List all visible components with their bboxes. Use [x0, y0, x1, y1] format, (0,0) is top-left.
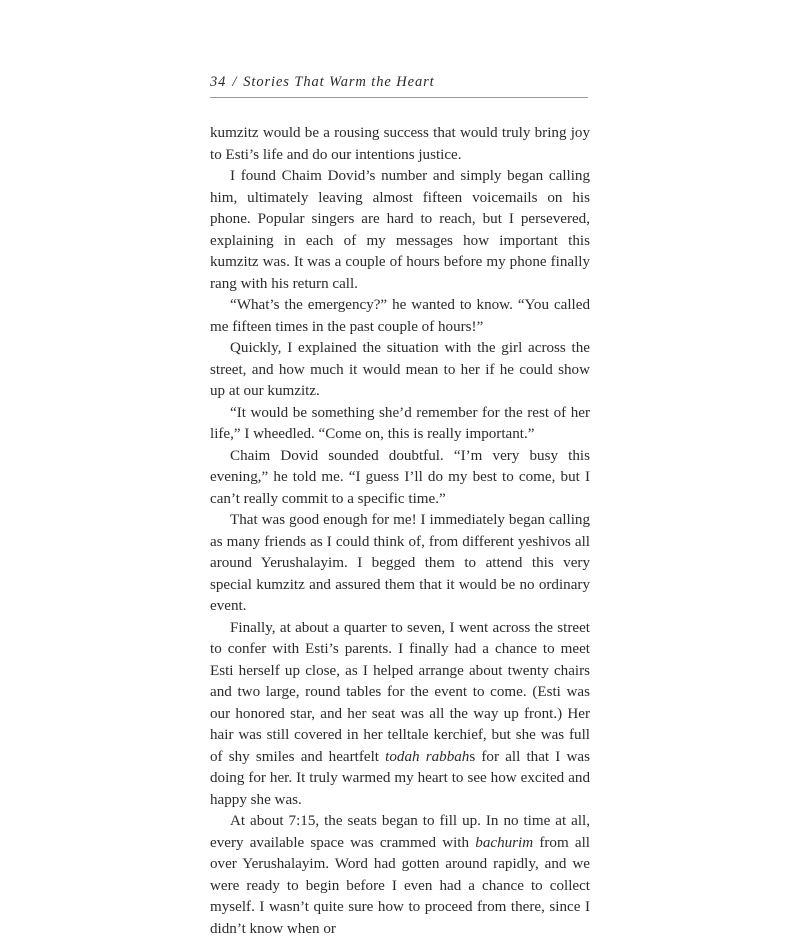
paragraph: Chaim Dovid sounded doubtful. “I’m very busy this evening,” he told me. “I guess I’ll do my best to come, but I can’t really commit to a specific time.” [210, 447, 590, 507]
body-text [210, 123, 590, 940]
header-separator: / [232, 74, 238, 90]
book-title: Stories That Warm the Heart [243, 74, 435, 90]
text-run: Finally, at about a quarter to seven, I went across the street to confer with Esti’s parents. I finally had a chance to meet Esti herself up close, as I helped arrange about twenty chairs and two large, round tables for the event to come. (Esti was our honored star, and her seat was all the way up front.) Her hair was still covered in her telltale kerchief, but she was full of shy smiles and heartfelt [210, 619, 590, 765]
italic-term: bachurim [475, 834, 534, 851]
paragraph: “It would be something she’d remember for the rest of her life,” I wheedled. “Come on, this is really important.” [210, 404, 590, 442]
text-run: At about 7:15, the seats began to fill up. In no time at all, every available space was crammed with [210, 813, 590, 851]
paragraph: Quickly, I explained the situation with the girl across the street, and how much it would mean to her if he could show up at our kumzitz. [210, 340, 590, 399]
text-run: s for all that I was doing for her. It truly warmed my heart to see how excited and happy she was. [210, 748, 590, 808]
paragraph: I found Chaim Dovid’s number and simply began calling him, ultimately leaving almost fifteen voicemails on his phone. Popular singers are hard to reach, but I persevered, explaining in each of my messages how important this kumzitz was. It was a couple of hours before my phone finally rang with his return call. [210, 168, 590, 292]
paragraph [210, 811, 590, 940]
paragraph [210, 618, 590, 812]
paragraph-continued: kumzitz would be a rousing success that would truly bring joy to Esti’s life and do our intentions justice. [210, 125, 590, 163]
paragraph: That was good enough for me! I immediately began calling as many friends as I could think of, from different yeshivos all around Yerushalayim. I begged them to attend this very special kumzitz and assured them that it would be no ordinary event. [210, 512, 590, 614]
page-number: 34 [210, 74, 227, 90]
text-run: from all over Yerushalayim. Word had gotten around rapidly, and we were ready to begin before I even had a chance to collect myself. I wasn’t quite sure how to proceed from there, since I didn’t know when or [210, 834, 591, 937]
paragraph: “What’s the emergency?” he wanted to know. “You called me fifteen times in the past couple of hours!” [210, 297, 590, 335]
italic-term: todah rabbah [385, 748, 470, 765]
running-head [210, 74, 588, 98]
